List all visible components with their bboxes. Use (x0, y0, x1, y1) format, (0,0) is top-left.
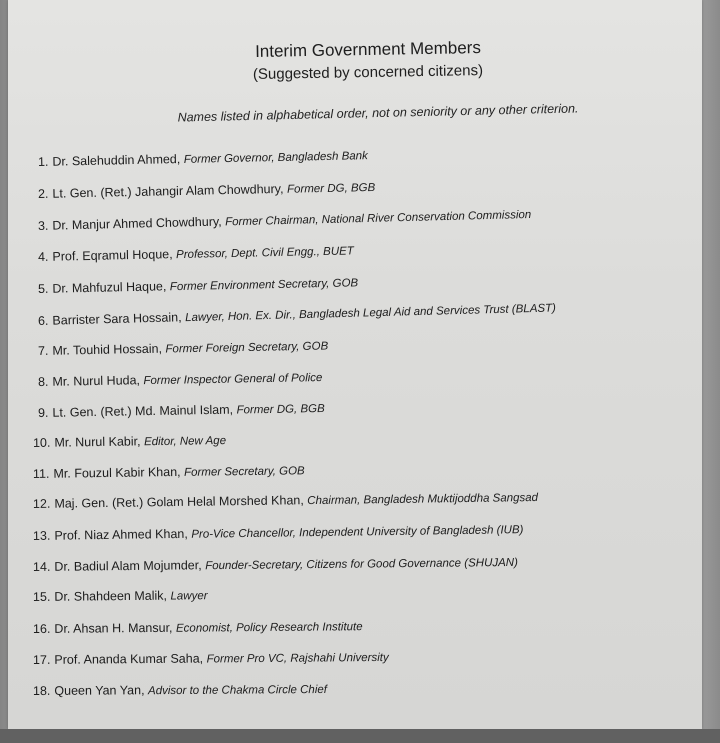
member-number: 17. (32, 652, 51, 667)
member-name: Lt. Gen. (Ret.) Md. Mainul Islam, (52, 402, 234, 420)
member-number: 8. (37, 374, 49, 389)
member-role: Former Inspector General of Police (143, 372, 323, 388)
member-item (33, 522, 524, 543)
member-number: 6. (37, 313, 49, 328)
member-item (33, 619, 363, 636)
member-number: 11. (32, 466, 50, 481)
member-item (38, 148, 368, 169)
member-number: 16. (32, 621, 51, 636)
member-item (33, 490, 538, 511)
member-role: Former Environment Secretary, GOB (169, 277, 359, 294)
member-number: 9. (37, 405, 49, 420)
member-number: 2. (37, 186, 49, 201)
member-number: 14. (32, 559, 51, 574)
member-role: Former Governor, Bangladesh Bank (183, 150, 368, 166)
member-name: Mr. Nurul Kabir, (54, 434, 141, 450)
member-number: 7. (37, 343, 49, 358)
member-number: 15. (32, 589, 51, 604)
member-item (33, 650, 389, 667)
member-item (38, 180, 375, 201)
member-item (38, 370, 323, 389)
member-role: Former Pro VC, Rajshahi University (206, 651, 389, 666)
member-role: Lawyer, Hon. Ex. Dir., Bangladesh Legal Aid and Services Trust (BLAST) (184, 302, 557, 325)
member-role: Lawyer (170, 590, 208, 603)
member-role: Former DG, BGB (286, 181, 376, 196)
member-number: 18. (32, 683, 51, 698)
member-item (38, 300, 556, 328)
member-role: Professor, Dept. Civil Engg., BUET (175, 245, 354, 262)
member-item (38, 275, 358, 296)
member-role: Advisor to the Chakma Circle Chief (147, 683, 328, 698)
member-name: Mr. Fouzul Kabir Khan, (53, 464, 181, 481)
member-role: Former Chairman, National River Conservation Commission (225, 208, 532, 229)
member-role: Former DG, BGB (236, 402, 325, 417)
member-item (33, 682, 327, 698)
member-name: Dr. Mahfuzul Haque, (52, 279, 167, 296)
member-name: Barrister Sara Hossain, (52, 310, 182, 328)
ordering-note: Names listed in alphabetical order, not on seniority or any other criterion. (177, 101, 579, 125)
paper-sheet (8, 0, 702, 729)
member-number: 10. (32, 435, 51, 450)
member-item (38, 243, 354, 264)
member-name: Mr. Touhid Hossain, (52, 341, 163, 358)
member-number: 13. (32, 528, 51, 543)
member-name: Dr. Salehuddin Ahmed, (52, 152, 181, 169)
member-role: Former Secretary, GOB (184, 465, 305, 479)
member-item (38, 207, 532, 233)
member-name: Prof. Niaz Ahmed Khan, (54, 526, 188, 543)
member-name: Dr. Badiul Alam Mojumder, (54, 558, 202, 574)
member-number: 4. (37, 249, 49, 264)
member-number: 12. (32, 496, 51, 511)
member-number: 3. (37, 218, 49, 233)
member-role: Chairman, Bangladesh Muktijoddha Sangsad (307, 491, 539, 508)
member-item (33, 555, 518, 574)
member-role: Economist, Policy Research Institute (175, 621, 363, 635)
member-role: Former Foreign Secretary, GOB (165, 340, 329, 356)
member-role: Pro-Vice Chancellor, Independent University of Bangladesh (IUB) (191, 524, 524, 541)
member-name: Prof. Eqramul Hoque, (52, 247, 173, 264)
member-name: Dr. Shahdeen Malik, (54, 588, 168, 604)
member-role: Editor, New Age (143, 434, 227, 449)
member-name: Queen Yan Yan, (54, 683, 145, 698)
member-number: 5. (37, 281, 49, 296)
document-title: Interim Government Members (254, 38, 482, 61)
member-item (38, 338, 328, 358)
member-name: Prof. Ananda Kumar Saha, (54, 651, 204, 667)
member-number: 1. (37, 154, 49, 169)
member-name: Lt. Gen. (Ret.) Jahangir Alam Chowdhury, (52, 181, 284, 201)
member-item (33, 463, 305, 481)
member-name: Maj. Gen. (Ret.) Golam Helal Morshed Khan, (54, 493, 304, 511)
member-name: Dr. Ahsan H. Mansur, (54, 620, 173, 636)
member-item (38, 401, 325, 420)
member-item (33, 433, 226, 450)
member-role: Founder-Secretary, Citizens for Good Governance (SHUJAN) (205, 556, 518, 573)
background-strip (0, 729, 720, 743)
document-subtitle: (Suggested by concerned citizens) (252, 61, 484, 84)
member-name: Mr. Nurul Huda, (52, 373, 141, 389)
member-item (33, 588, 208, 604)
member-name: Dr. Manjur Ahmed Chowdhury, (52, 214, 222, 233)
